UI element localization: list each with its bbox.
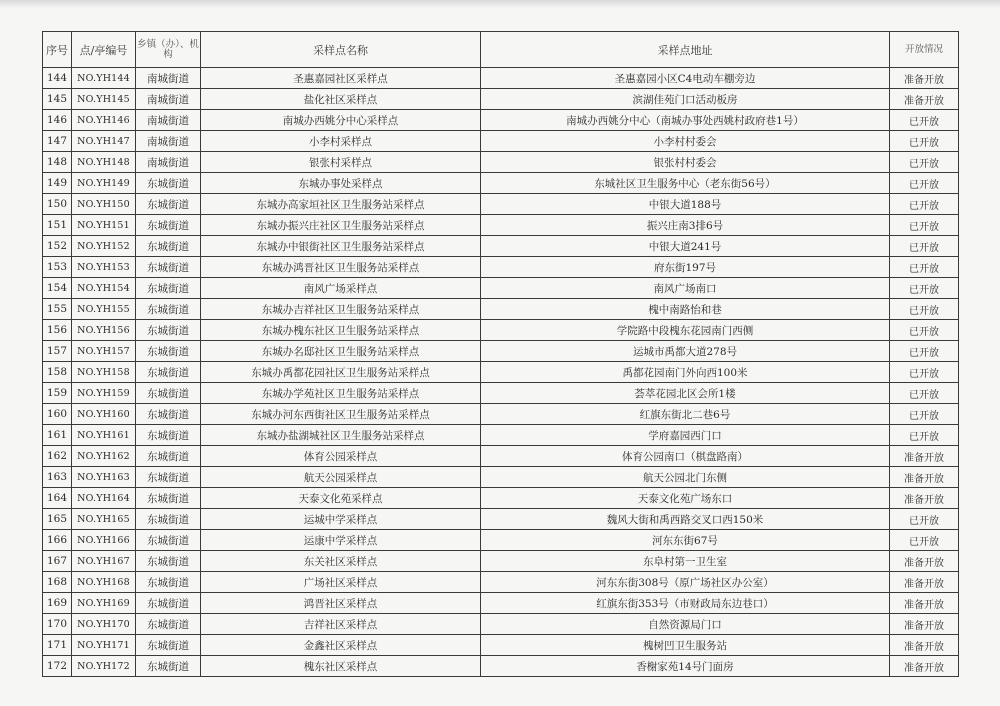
cell-town: 南城街道 xyxy=(136,89,201,110)
cell-seq: 165 xyxy=(43,509,72,530)
cell-name: 南城办西姚分中心采样点 xyxy=(201,110,481,131)
cell-seq: 161 xyxy=(43,425,72,446)
cell-code: NO.YH147 xyxy=(72,131,136,152)
cell-status: 准备开放 xyxy=(890,572,959,593)
table-row xyxy=(43,215,959,236)
header-name: 采样点名称 xyxy=(201,32,481,68)
cell-code: NO.YH164 xyxy=(72,488,136,509)
cell-town: 东城街道 xyxy=(136,425,201,446)
cell-address: 香榭家苑14号门面房 xyxy=(481,656,890,677)
cell-status: 准备开放 xyxy=(890,446,959,467)
table-row xyxy=(43,383,959,404)
cell-address: 天泰文化苑广场东口 xyxy=(481,488,890,509)
cell-name: 南风广场采样点 xyxy=(201,278,481,299)
cell-town: 东城街道 xyxy=(136,509,201,530)
cell-status: 已开放 xyxy=(890,425,959,446)
cell-address: 学府嘉园西门口 xyxy=(481,425,890,446)
cell-code: NO.YH165 xyxy=(72,509,136,530)
cell-name: 圣惠嘉园社区采样点 xyxy=(201,68,481,89)
cell-seq: 159 xyxy=(43,383,72,404)
cell-code: NO.YH148 xyxy=(72,152,136,173)
cell-name: 东城办名邸社区卫生服务站采样点 xyxy=(201,341,481,362)
cell-status: 准备开放 xyxy=(890,614,959,635)
cell-name: 鸿晋社区采样点 xyxy=(201,593,481,614)
header-code: 点/亭编号 xyxy=(72,32,136,68)
cell-town: 东城街道 xyxy=(136,383,201,404)
cell-town: 东城街道 xyxy=(136,635,201,656)
cell-status: 已开放 xyxy=(890,278,959,299)
cell-name: 体育公园采样点 xyxy=(201,446,481,467)
cell-seq: 145 xyxy=(43,89,72,110)
cell-code: NO.YH166 xyxy=(72,530,136,551)
cell-address: 东阜村第一卫生室 xyxy=(481,551,890,572)
cell-status: 准备开放 xyxy=(890,89,959,110)
table-row xyxy=(43,425,959,446)
cell-town: 东城街道 xyxy=(136,572,201,593)
header-town: 乡镇（办）、机构 xyxy=(136,32,201,68)
cell-status: 准备开放 xyxy=(890,593,959,614)
cell-town: 东城街道 xyxy=(136,551,201,572)
cell-code: NO.YH144 xyxy=(72,68,136,89)
cell-town: 东城街道 xyxy=(136,278,201,299)
cell-code: NO.YH151 xyxy=(72,215,136,236)
scan-edge xyxy=(0,0,1000,8)
cell-code: NO.YH152 xyxy=(72,236,136,257)
cell-name: 东城办盐湖城社区卫生服务站采样点 xyxy=(201,425,481,446)
cell-seq: 147 xyxy=(43,131,72,152)
sampling-point-table xyxy=(42,31,959,677)
cell-address: 小李村村委会 xyxy=(481,131,890,152)
cell-code: NO.YH167 xyxy=(72,551,136,572)
cell-town: 东城街道 xyxy=(136,614,201,635)
cell-address: 圣惠嘉园小区C4电动车棚旁边 xyxy=(481,68,890,89)
table-row xyxy=(43,68,959,89)
cell-seq: 171 xyxy=(43,635,72,656)
cell-town: 东城街道 xyxy=(136,530,201,551)
header-seq: 序号 xyxy=(43,32,72,68)
cell-address: 银张村村委会 xyxy=(481,152,890,173)
table-row xyxy=(43,551,959,572)
cell-seq: 152 xyxy=(43,236,72,257)
cell-seq: 163 xyxy=(43,467,72,488)
cell-name: 东关社区采样点 xyxy=(201,551,481,572)
cell-town: 东城街道 xyxy=(136,257,201,278)
cell-address: 荟萃花园北区会所1楼 xyxy=(481,383,890,404)
cell-status: 已开放 xyxy=(890,194,959,215)
cell-seq: 148 xyxy=(43,152,72,173)
cell-seq: 157 xyxy=(43,341,72,362)
cell-address: 体育公园南口（棋盘路南） xyxy=(481,446,890,467)
cell-address: 魏风大街和禹西路交叉口西150米 xyxy=(481,509,890,530)
table-row xyxy=(43,530,959,551)
cell-status: 已开放 xyxy=(890,530,959,551)
cell-name: 小李村采样点 xyxy=(201,131,481,152)
cell-seq: 153 xyxy=(43,257,72,278)
cell-town: 东城街道 xyxy=(136,467,201,488)
cell-status: 已开放 xyxy=(890,131,959,152)
table-row xyxy=(43,152,959,173)
cell-address: 运城市禹都大道278号 xyxy=(481,341,890,362)
cell-code: NO.YH145 xyxy=(72,89,136,110)
header-status: 开放情况 xyxy=(890,32,959,68)
cell-seq: 167 xyxy=(43,551,72,572)
table-row xyxy=(43,509,959,530)
table-row xyxy=(43,446,959,467)
cell-seq: 158 xyxy=(43,362,72,383)
cell-code: NO.YH169 xyxy=(72,593,136,614)
table-row xyxy=(43,488,959,509)
cell-name: 东城办学苑社区卫生服务站采样点 xyxy=(201,383,481,404)
cell-address: 中银大道188号 xyxy=(481,194,890,215)
cell-name: 运康中学采样点 xyxy=(201,530,481,551)
cell-status: 已开放 xyxy=(890,404,959,425)
cell-status: 已开放 xyxy=(890,215,959,236)
table-row xyxy=(43,131,959,152)
cell-status: 准备开放 xyxy=(890,68,959,89)
table-row xyxy=(43,656,959,677)
table-row xyxy=(43,614,959,635)
cell-town: 南城街道 xyxy=(136,110,201,131)
cell-address: 航天公园北门东侧 xyxy=(481,467,890,488)
cell-status: 已开放 xyxy=(890,257,959,278)
cell-name: 运城中学采样点 xyxy=(201,509,481,530)
cell-status: 已开放 xyxy=(890,110,959,131)
cell-address: 红旗东街353号（市财政局东边巷口） xyxy=(481,593,890,614)
cell-code: NO.YH172 xyxy=(72,656,136,677)
table-row xyxy=(43,110,959,131)
cell-status: 已开放 xyxy=(890,320,959,341)
cell-status: 已开放 xyxy=(890,383,959,404)
cell-address: 河东东街67号 xyxy=(481,530,890,551)
cell-name: 盐化社区采样点 xyxy=(201,89,481,110)
cell-seq: 149 xyxy=(43,173,72,194)
cell-name: 银张村采样点 xyxy=(201,152,481,173)
table-body xyxy=(43,68,959,677)
cell-seq: 146 xyxy=(43,110,72,131)
cell-code: NO.YH153 xyxy=(72,257,136,278)
table-row xyxy=(43,236,959,257)
cell-seq: 144 xyxy=(43,68,72,89)
table-row xyxy=(43,362,959,383)
cell-status: 准备开放 xyxy=(890,656,959,677)
cell-address: 槐树凹卫生服务站 xyxy=(481,635,890,656)
cell-seq: 164 xyxy=(43,488,72,509)
cell-code: NO.YH158 xyxy=(72,362,136,383)
cell-name: 天泰文化苑采样点 xyxy=(201,488,481,509)
cell-name: 东城办事处采样点 xyxy=(201,173,481,194)
header-address: 采样点地址 xyxy=(481,32,890,68)
cell-seq: 160 xyxy=(43,404,72,425)
cell-code: NO.YH157 xyxy=(72,341,136,362)
cell-seq: 170 xyxy=(43,614,72,635)
cell-status: 准备开放 xyxy=(890,488,959,509)
cell-town: 东城街道 xyxy=(136,299,201,320)
cell-name: 槐东社区采样点 xyxy=(201,656,481,677)
cell-name: 东城办鸿晋社区卫生服务站采样点 xyxy=(201,257,481,278)
cell-address: 东城社区卫生服务中心（老东街56号） xyxy=(481,173,890,194)
cell-town: 东城街道 xyxy=(136,656,201,677)
cell-seq: 154 xyxy=(43,278,72,299)
cell-code: NO.YH171 xyxy=(72,635,136,656)
table-row xyxy=(43,635,959,656)
cell-town: 南城街道 xyxy=(136,131,201,152)
table-header xyxy=(43,32,959,68)
cell-code: NO.YH163 xyxy=(72,467,136,488)
cell-town: 南城街道 xyxy=(136,68,201,89)
table-row xyxy=(43,89,959,110)
cell-status: 准备开放 xyxy=(890,551,959,572)
cell-town: 东城街道 xyxy=(136,236,201,257)
cell-seq: 172 xyxy=(43,656,72,677)
cell-status: 已开放 xyxy=(890,362,959,383)
cell-address: 自然资源局门口 xyxy=(481,614,890,635)
cell-town: 东城街道 xyxy=(136,173,201,194)
cell-seq: 150 xyxy=(43,194,72,215)
cell-name: 东城办吉祥社区卫生服务站采样点 xyxy=(201,299,481,320)
table-row xyxy=(43,320,959,341)
cell-seq: 169 xyxy=(43,593,72,614)
cell-name: 航天公园采样点 xyxy=(201,467,481,488)
table-row xyxy=(43,593,959,614)
cell-seq: 166 xyxy=(43,530,72,551)
cell-code: NO.YH154 xyxy=(72,278,136,299)
cell-seq: 156 xyxy=(43,320,72,341)
table-row xyxy=(43,257,959,278)
cell-code: NO.YH159 xyxy=(72,383,136,404)
cell-name: 东城办高家垣社区卫生服务站采样点 xyxy=(201,194,481,215)
table-row xyxy=(43,572,959,593)
cell-status: 已开放 xyxy=(890,509,959,530)
cell-address: 南城办西姚分中心（南城办事处西姚村政府巷1号） xyxy=(481,110,890,131)
cell-town: 南城街道 xyxy=(136,152,201,173)
cell-seq: 151 xyxy=(43,215,72,236)
cell-code: NO.YH149 xyxy=(72,173,136,194)
cell-name: 东城办禹都花园社区卫生服务站采样点 xyxy=(201,362,481,383)
cell-name: 东城办振兴庄社区卫生服务站采样点 xyxy=(201,215,481,236)
table-row xyxy=(43,278,959,299)
cell-status: 已开放 xyxy=(890,236,959,257)
cell-address: 红旗东街北二巷6号 xyxy=(481,404,890,425)
cell-status: 已开放 xyxy=(890,341,959,362)
cell-town: 东城街道 xyxy=(136,488,201,509)
cell-status: 准备开放 xyxy=(890,635,959,656)
cell-seq: 162 xyxy=(43,446,72,467)
table-row xyxy=(43,194,959,215)
cell-town: 东城街道 xyxy=(136,362,201,383)
cell-name: 吉祥社区采样点 xyxy=(201,614,481,635)
cell-address: 禹都花园南门外向西100米 xyxy=(481,362,890,383)
cell-name: 金鑫社区采样点 xyxy=(201,635,481,656)
cell-town: 东城街道 xyxy=(136,320,201,341)
table-row xyxy=(43,299,959,320)
cell-address: 府东街197号 xyxy=(481,257,890,278)
cell-address: 学院路中段槐东花园南门西侧 xyxy=(481,320,890,341)
cell-code: NO.YH146 xyxy=(72,110,136,131)
cell-town: 东城街道 xyxy=(136,194,201,215)
cell-address: 南风广场南口 xyxy=(481,278,890,299)
cell-code: NO.YH162 xyxy=(72,446,136,467)
cell-seq: 155 xyxy=(43,299,72,320)
cell-town: 东城街道 xyxy=(136,404,201,425)
cell-name: 广场社区采样点 xyxy=(201,572,481,593)
cell-code: NO.YH161 xyxy=(72,425,136,446)
cell-town: 东城街道 xyxy=(136,593,201,614)
cell-town: 东城街道 xyxy=(136,215,201,236)
cell-address: 河东东街308号（原广场社区办公室） xyxy=(481,572,890,593)
cell-address: 振兴庄南3排6号 xyxy=(481,215,890,236)
cell-code: NO.YH170 xyxy=(72,614,136,635)
cell-name: 东城办河东西街社区卫生服务站采样点 xyxy=(201,404,481,425)
cell-town: 东城街道 xyxy=(136,446,201,467)
cell-address: 滨湖佳苑门口活动板房 xyxy=(481,89,890,110)
cell-status: 已开放 xyxy=(890,173,959,194)
cell-seq: 168 xyxy=(43,572,72,593)
cell-code: NO.YH160 xyxy=(72,404,136,425)
cell-status: 已开放 xyxy=(890,152,959,173)
table-row xyxy=(43,173,959,194)
cell-address: 中银大道241号 xyxy=(481,236,890,257)
cell-status: 准备开放 xyxy=(890,467,959,488)
table-row xyxy=(43,404,959,425)
cell-town: 东城街道 xyxy=(136,341,201,362)
cell-code: NO.YH168 xyxy=(72,572,136,593)
cell-address: 槐中南路怡和巷 xyxy=(481,299,890,320)
cell-code: NO.YH150 xyxy=(72,194,136,215)
cell-name: 东城办槐东社区卫生服务站采样点 xyxy=(201,320,481,341)
cell-name: 东城办中银街社区卫生服务站采样点 xyxy=(201,236,481,257)
cell-code: NO.YH156 xyxy=(72,320,136,341)
cell-code: NO.YH155 xyxy=(72,299,136,320)
cell-status: 已开放 xyxy=(890,299,959,320)
table-row xyxy=(43,467,959,488)
table-row xyxy=(43,341,959,362)
